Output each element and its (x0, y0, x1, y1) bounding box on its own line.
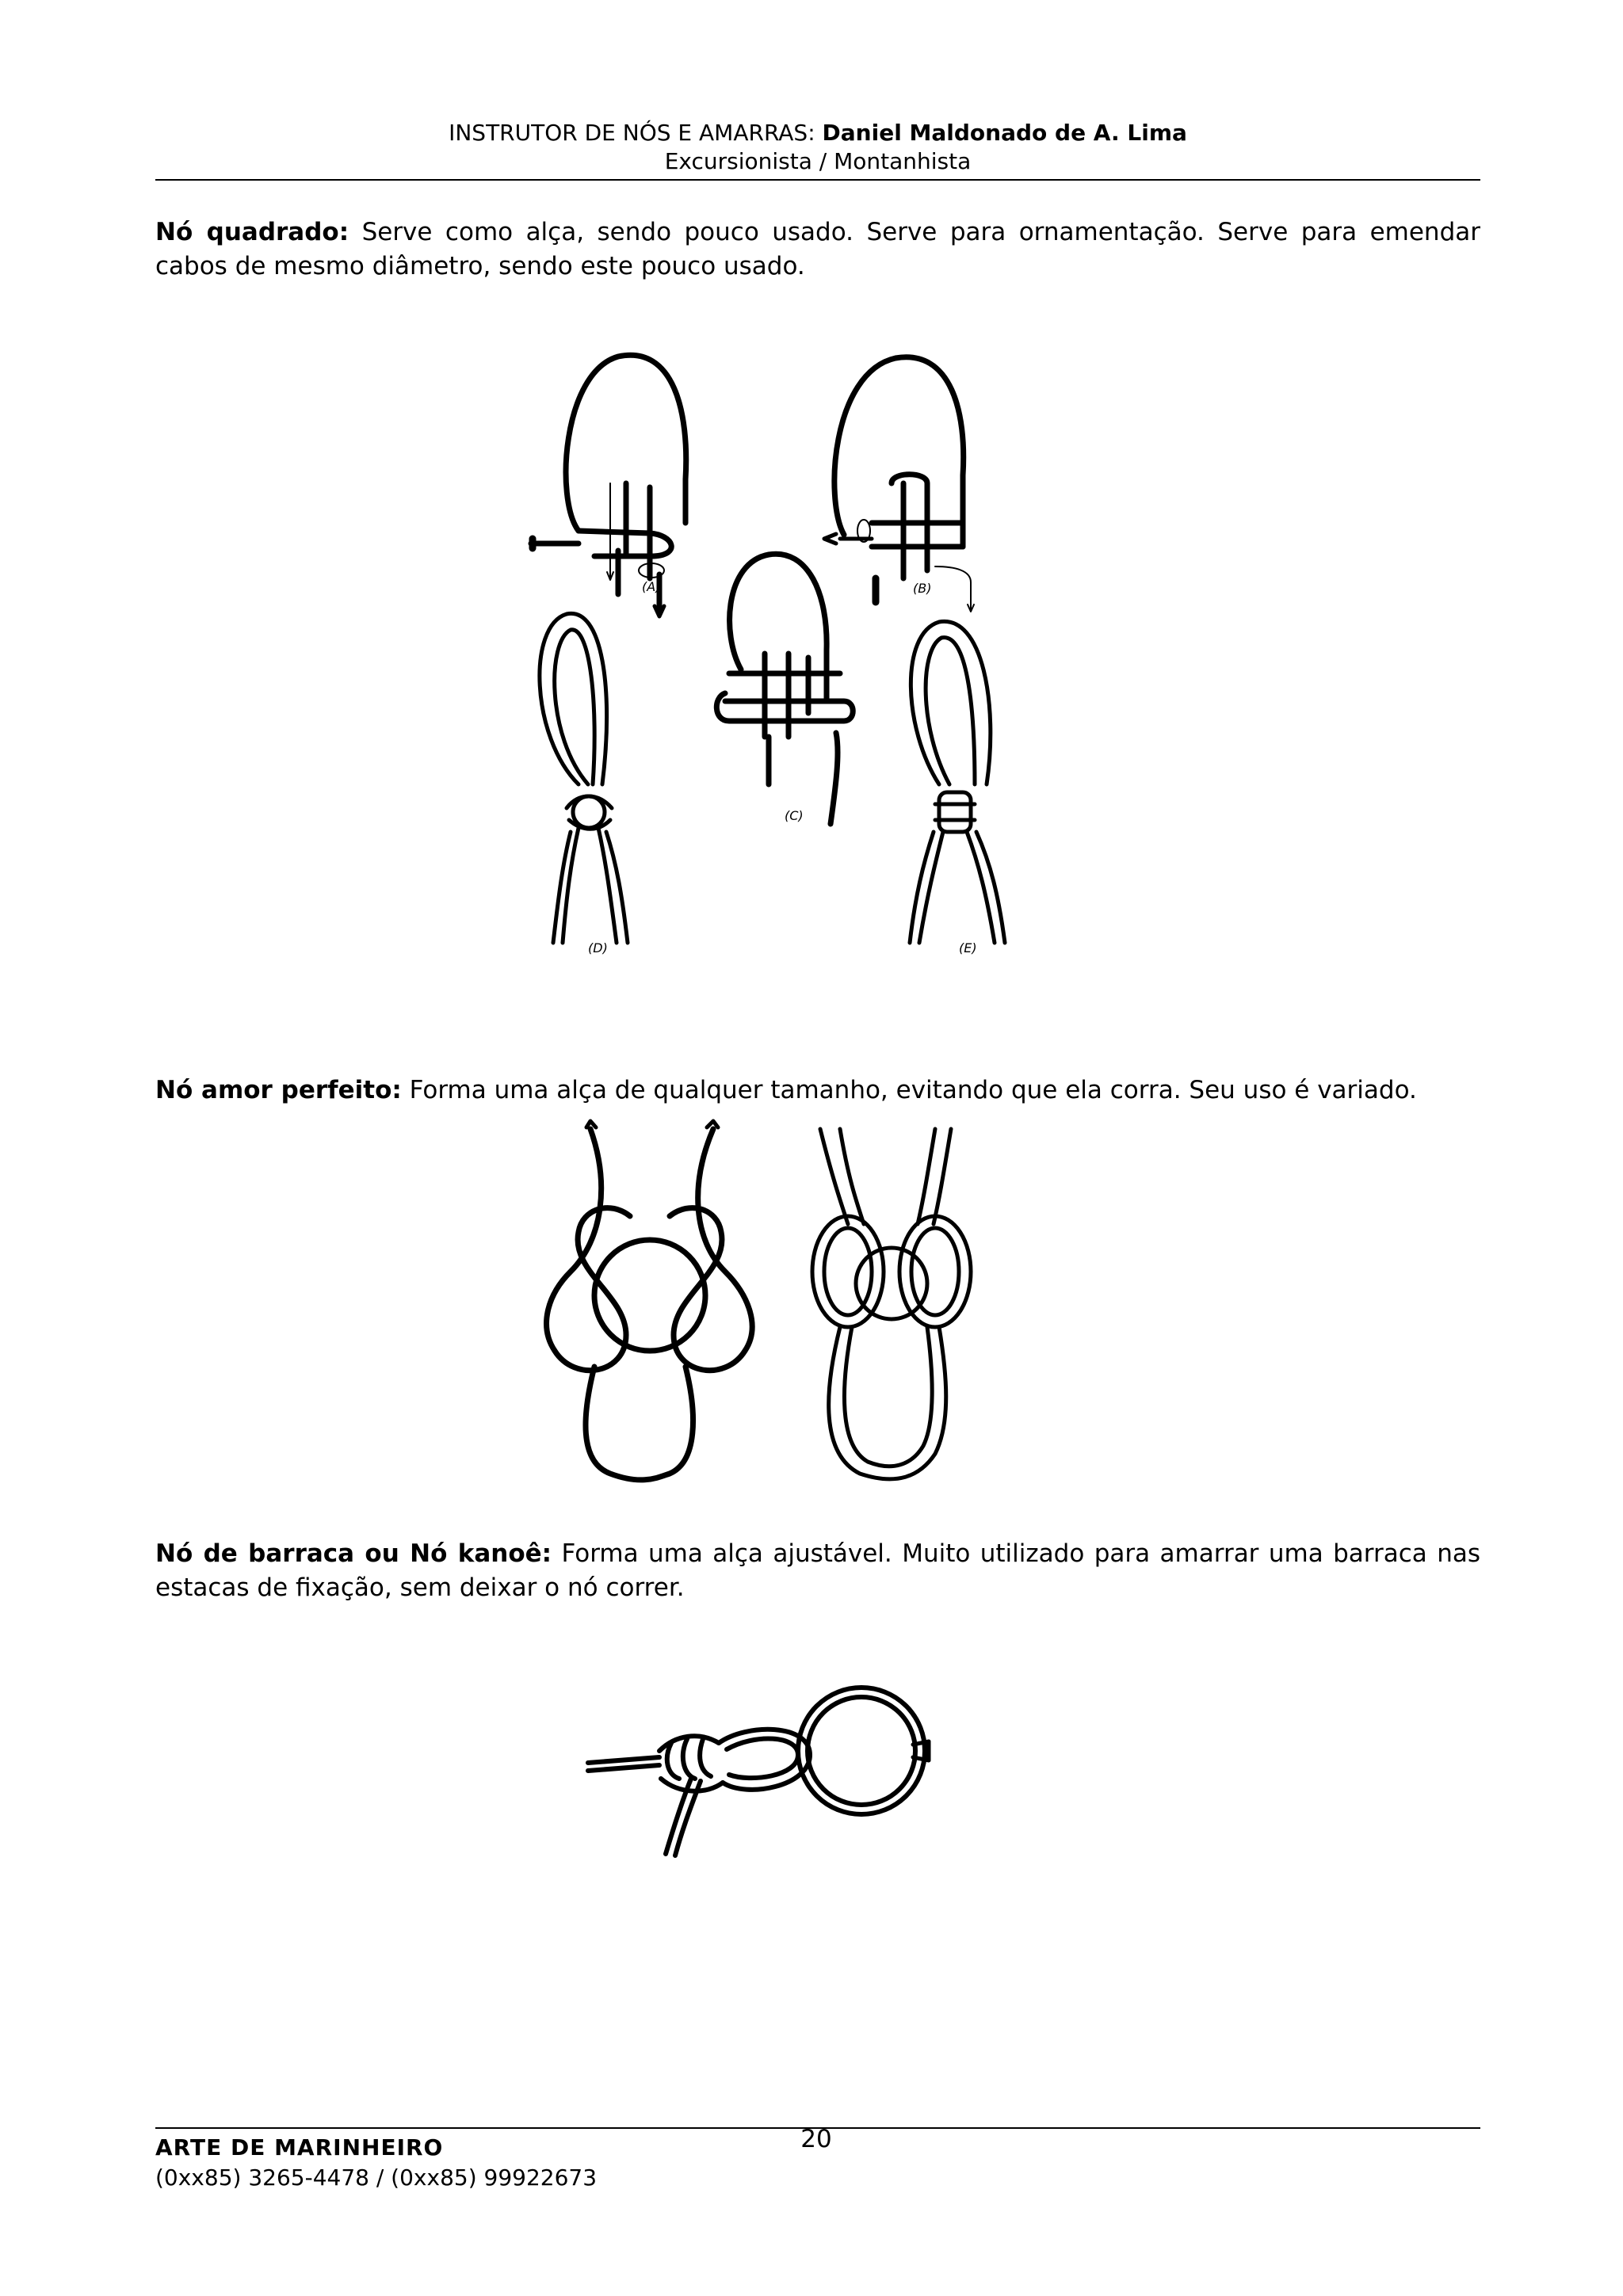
label-d: (D) (588, 940, 608, 955)
page-number: 20 (800, 2125, 832, 2153)
page-header (155, 119, 1480, 176)
section-title: Nó amor perfeito: (155, 1076, 402, 1104)
diagram-a (531, 355, 686, 616)
label-e: (E) (959, 940, 977, 955)
header-title (155, 119, 1480, 147)
section-no-amor-perfeito (155, 1074, 1480, 1108)
header-prefix: INSTRUTOR DE NÓS E AMARRAS: (449, 120, 823, 146)
header-subtitle: Excursionista / Montanhista (664, 148, 972, 174)
section-text: Serve como alça, sendo pouco usado. Serve para ornamentação. Serve para emendar cabos de mesmo diâmetro, sendo este pouco usado. (155, 218, 1481, 280)
section-title: Nó quadrado: (155, 218, 349, 246)
section-text: Forma uma alça ajustável. Muito utilizado para amarrar uma barraca nas estacas de fixação, sem deixar o nó correr. (155, 1539, 1480, 1602)
diagram-rope-drawing (812, 1129, 971, 1479)
label-c: (C) (785, 808, 804, 823)
header-rule (155, 179, 1480, 181)
footer (155, 2133, 597, 2193)
square-knot-figure (523, 341, 1014, 959)
section-text: Forma uma alça de qualquer tamanho, evitando que ela corra. Seu uso é variado. (401, 1076, 1417, 1104)
diagram-e (910, 621, 1005, 955)
diagram-tent-knot (588, 1688, 929, 1855)
label-b: (B) (913, 581, 932, 596)
diagram-c (716, 554, 853, 824)
footer-phones: (0xx85) 3265-4478 / (0xx85) 99922673 (155, 2164, 598, 2191)
diagram-d (540, 613, 628, 955)
label-a: (A) (642, 579, 661, 594)
section-no-quadrado (155, 215, 1480, 284)
footer-title: ARTE DE MARINHEIRO (155, 2134, 444, 2161)
true-lovers-knot-figure (507, 1113, 1022, 1509)
section-no-de-barraca (155, 1537, 1480, 1605)
section-title: Nó de barraca ou Nó kanoê: (155, 1539, 552, 1568)
diagram-line-drawing (547, 1121, 753, 1480)
diagram-b (824, 357, 974, 612)
tent-knot-figure (572, 1624, 960, 1878)
header-author: Daniel Maldonado de A. Lima (822, 120, 1187, 146)
